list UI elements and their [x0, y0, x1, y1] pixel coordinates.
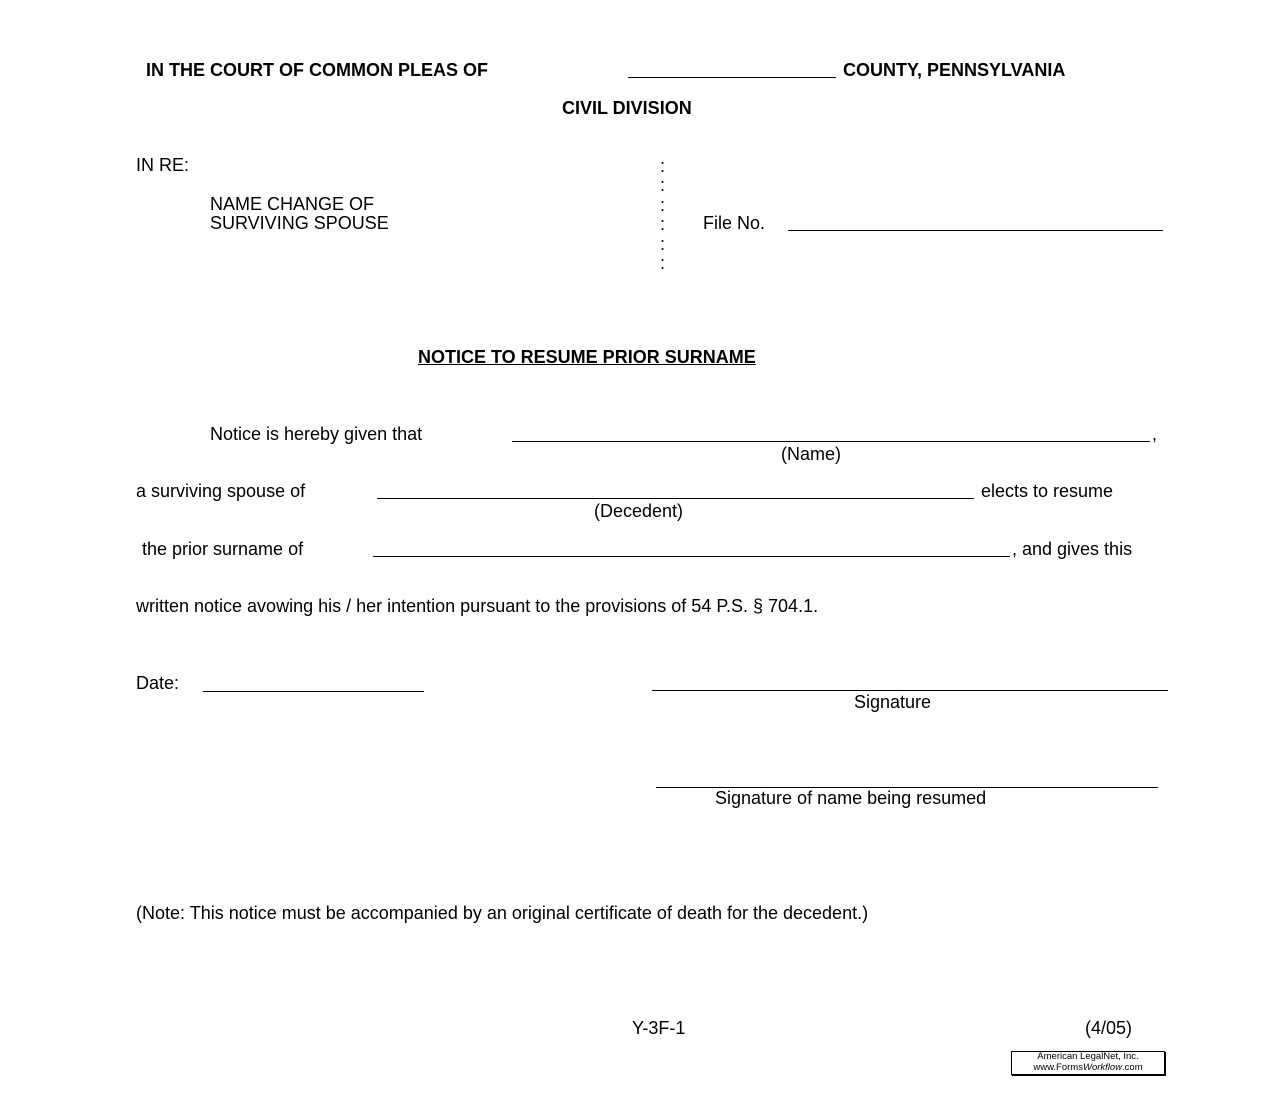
colon-separator: :	[660, 156, 666, 176]
decedent-caption: (Decedent)	[594, 501, 684, 521]
body-line3-suffix: , and gives this	[1012, 539, 1133, 559]
court-heading-prefix: IN THE COURT OF COMMON PLEAS OF	[146, 60, 488, 80]
resumed-name-caption: Signature of name being resumed	[715, 788, 987, 808]
county-blank-line[interactable]	[628, 77, 836, 78]
body-line1-prefix: Notice is hereby given that	[210, 424, 423, 444]
name-blank-line[interactable]	[512, 441, 1150, 442]
body-line2-suffix: elects to resume	[981, 481, 1114, 501]
date-label: Date:	[136, 673, 180, 693]
death-certificate-note: (Note: This notice must be accompanied by an original certificate of death for the decedent.)	[136, 903, 869, 923]
body-line4: written notice avowing his / her intention pursuant to the provisions of 54 P.S. § 704.1.	[136, 596, 819, 616]
publisher-stamp	[1011, 1051, 1165, 1075]
caption-subject-line1: NAME CHANGE OF	[210, 194, 375, 214]
publisher-name: American LegalNet, Inc.	[1037, 1051, 1139, 1062]
division-heading: CIVIL DIVISION	[562, 98, 692, 118]
file-no-blank-line[interactable]	[788, 230, 1163, 231]
colon-separator: :	[660, 252, 666, 273]
date-blank-line[interactable]	[203, 691, 424, 692]
signature-caption: Signature	[854, 692, 932, 712]
in-re-label: IN RE:	[136, 155, 190, 175]
prior-surname-blank-line[interactable]	[373, 556, 1010, 557]
body-line2-prefix: a surviving spouse of	[136, 481, 306, 501]
colon-separator: :	[660, 233, 666, 254]
colon-separator: :	[660, 175, 666, 196]
colon-separator: :	[660, 214, 666, 235]
caption-subject-line2: SURVIVING SPOUSE	[210, 213, 389, 233]
colon-separator: :	[660, 194, 666, 215]
court-heading-suffix: COUNTY, PENNSYLVANIA	[843, 60, 1066, 80]
decedent-blank-line[interactable]	[377, 498, 974, 499]
file-no-label: File No.	[703, 213, 766, 233]
caption-colon-column	[660, 157, 672, 273]
notice-title: NOTICE TO RESUME PRIOR SURNAME	[418, 347, 756, 367]
body-line3-prefix: the prior surname of	[142, 539, 304, 559]
signature-line[interactable]	[652, 690, 1168, 691]
form-code: Y-3F-1	[632, 1018, 686, 1038]
name-caption: (Name)	[781, 444, 842, 464]
form-revision: (4/05)	[1085, 1018, 1133, 1038]
publisher-url: www.FormsWorkflow.com	[1033, 1061, 1143, 1073]
body-line1-suffix: ,	[1152, 424, 1158, 444]
